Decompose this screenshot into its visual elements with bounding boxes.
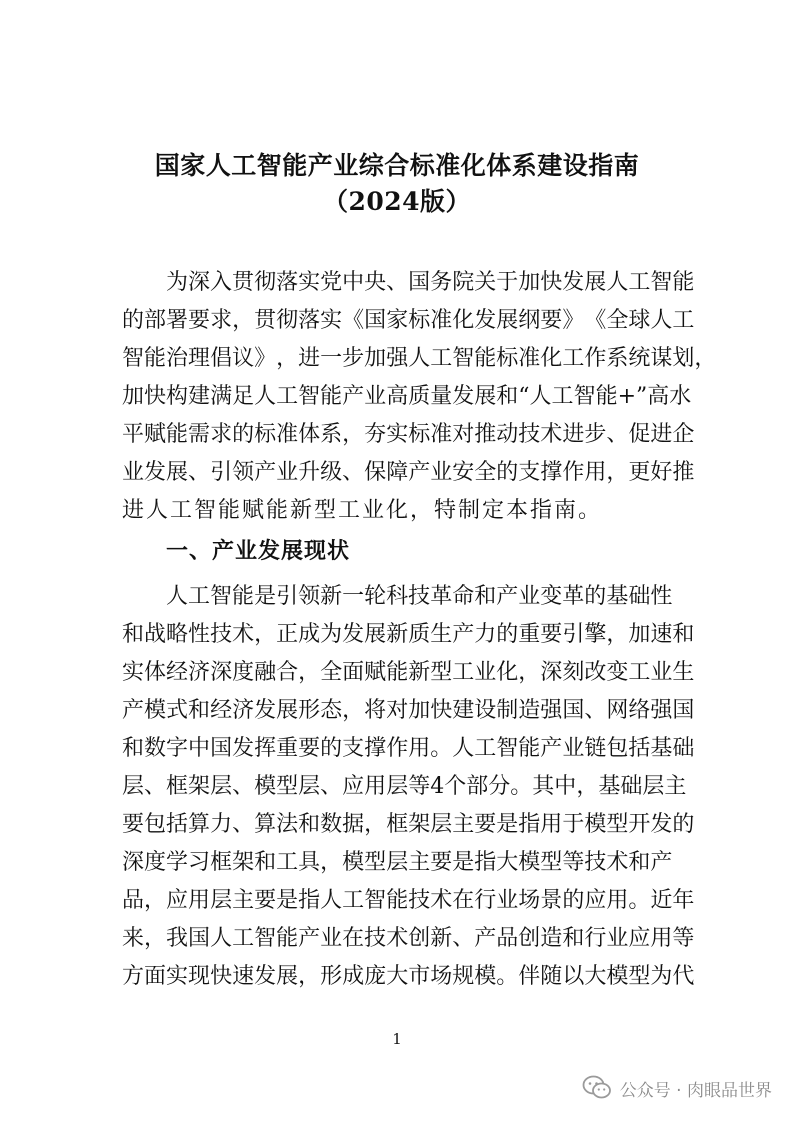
section-line-5: 和 数 字 中 国 发 挥 重 要 的 支 撑 作 用 。 人 工 智 能 产 业 链 包 括 基 础 (122, 736, 695, 761)
section-heading: 一、产业发展现状 (166, 539, 351, 564)
section-line-6: 层 、 框 架 层 、 模 型 层 、 应 用 层 等 4 个 部 分 。 其 中 ， 基 础 层 主 (122, 774, 687, 799)
intro-line-4: 加 快 构 建 满 足 人 工 智 能 产 业 高 质 量 发 展 和 “ 人 工 智 能 + ” 高 水 (122, 384, 692, 409)
section-line-3: 实 体 经 济 深 度 融 合 ， 全 面 赋 能 新 型 工 业 化 ， 深 刻 改 变 工 业 生 (122, 660, 695, 685)
intro-line-6: 业 发 展 、 引 领 产 业 升 级 、 保 障 产 业 安 全 的 支 撑 作 用 ， 更 好 推 (122, 460, 695, 485)
section-line-11: 方 面 实 现 快 速 发 展 ， 形 成 庞 大 市 场 规 模 。 伴 随 以 大 模 型 为 代 (122, 964, 695, 989)
page-number: 1 (392, 1030, 402, 1048)
wechat-icon (582, 1075, 612, 1101)
intro-line-3: 智 能 治 理 倡 议 》 ， 进 一 步 加 强 人 工 智 能 标 准 化 工 作 系 统 谋 划 ， (122, 346, 717, 371)
document-subtitle: （2024版） (322, 187, 472, 216)
section-line-8: 深 度 学 习 框 架 和 工 具 ， 模 型 层 主 要 是 指 大 模 型 等 技 术 和 产 (122, 850, 673, 875)
section-line-2: 和 战 略 性 技 术 ， 正 成 为 发 展 新 质 生 产 力 的 重 要 引 擎 ， 加 速 和 (122, 622, 695, 647)
intro-line-7: 进人工智能赋能新型工业化，特制定本指南。 (122, 498, 603, 523)
intro-line-1: 为 深 入 贯 彻 落 实 党 中 央 、 国 务 院 关 于 加 快 发 展 人 工 智 能 (166, 270, 695, 295)
watermark (582, 1075, 772, 1101)
watermark-text: 公众号 · 肉眼品世界 (619, 1080, 772, 1101)
section-line-7: 要 包 括 算 力 、 算 法 和 数 据 ， 框 架 层 主 要 是 指 用 于 模 型 开 发 的 (122, 812, 695, 837)
document-title: 国家人工智能产业综合标准化体系建设指南 (154, 151, 640, 180)
intro-line-2: 的 部 署 要 求 ， 贯 彻 落 实 《 国 家 标 准 化 发 展 纲 要 》 《 全 球 人 工 (122, 308, 695, 333)
section-line-4: 产 模 式 和 经 济 发 展 形 态 ， 将 对 加 快 建 设 制 造 强 国 、 网 络 强 国 (122, 698, 695, 723)
section-line-10: 来 ， 我 国 人 工 智 能 产 业 在 技 术 创 新 、 产 品 创 造 和 行 业 应 用 等 (122, 926, 695, 951)
section-line-1: 人 工 智 能 是 引 领 新 一 轮 科 技 革 命 和 产 业 变 革 的 基 础 性 (166, 584, 673, 609)
intro-line-5: 平 赋 能 需 求 的 标 准 体 系 ， 夯 实 标 准 对 推 动 技 术 进 步 、 促 进 企 (122, 422, 695, 447)
section-line-9: 品 ， 应 用 层 主 要 是 指 人 工 智 能 技 术 在 行 业 场 景 的 应 用 。 近 年 (122, 888, 695, 913)
